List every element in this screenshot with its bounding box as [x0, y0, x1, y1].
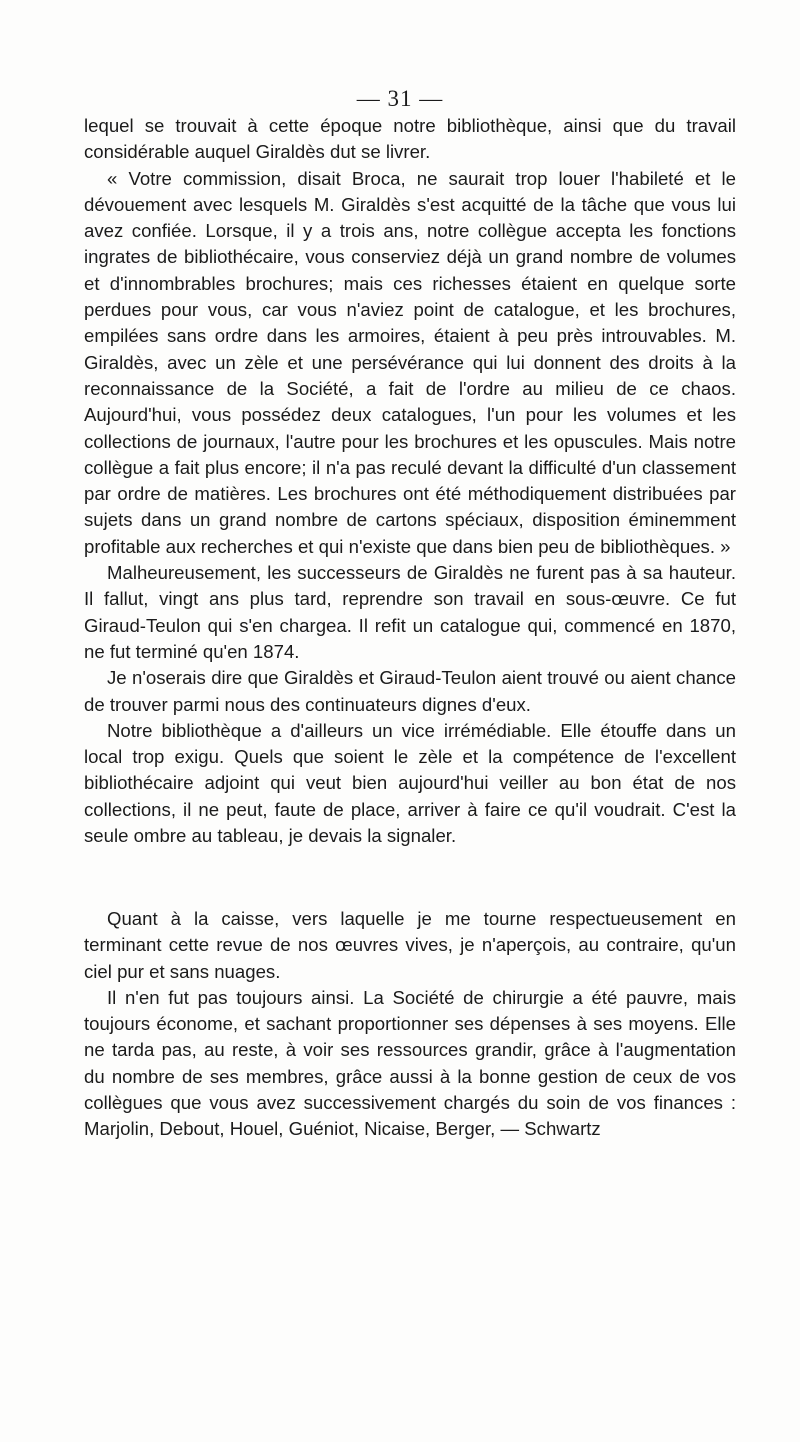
paragraph: « Votre commission, disait Broca, ne saurait trop louer l'habileté et le dévouement avec lesquels M. Giraldès s'est acquitté de la tâche que vous lui avez confiée. Lorsque, il y a trois ans, notre collègue accepta les fonctions ingrates de bibliothécaire, vous conserviez déjà un grand nombre de volumes et d'innombrables brochures; mais ces richesses étaient en quelque sorte perdues pour vous, car vous n'aviez point de catalogue, et les brochures, empilées sans ordre dans les armoires, étaient à peu près introuvables. M. Giraldès, avec un zèle et une persévérance qui lui donnent des droits à la reconnaissance de la Société, a fait de l'ordre au milieu de ce chaos. Aujourd'hui, vous possédez deux catalogues, l'un pour les volumes et les collections de journaux, l'autre pour les brochures et les opuscules. Mais notre collègue a fait plus encore; il n'a pas reculé devant la difficulté d'un classement par ordre de matières. Les brochures ont été méthodiquement distribuées par sujets dans un grand nombre de cartons spéciaux, disposition éminemment profitable aux recherches et qui n'existe que dans bien peu de bibliothèques. » — [84, 167, 736, 557]
paragraph: Il n'en fut pas toujours ainsi. La Société de chirurgie a été pauvre, mais toujours économe, et sachant proportionner ses dépenses à ses moyens. Elle ne tarda pas, au reste, à voir ses ressources grandir, grâce à l'augmentation du nombre de ses membres, grâce aussi à la bonne gestion de ceux de vos collègues que vous avez successivement chargés du soin de vos finances : Marjolin, Debout, Houel, Guéniot, Nicaise, Berger, — Schwartz — [84, 986, 736, 1140]
page-number: — 31 — — [356, 86, 444, 111]
paragraph: Je n'oserais dire que Giraldès et Giraud-Teulon aient trouvé ou aient chance de trouver parmi nous des continuateurs dignes d'eux. — [84, 667, 736, 715]
paragraph: Quant à la caisse, vers laquelle je me tourne respectueusement en terminant cette revue de nos œuvres vives, je n'aperçois, au contraire, qu'un ciel pur et sans nuages. — [84, 908, 736, 982]
paragraph: Notre bibliothèque a d'ailleurs un vice irrémédiable. Elle étouffe dans un local trop exigu. Quels que soient le zèle et la compétence de l'excellent bibliothécaire adjoint qui veut bien aujourd'hui veiller au bon état de nos collections, il ne peut, faute de place, arriver à faire ce qu'il voudrait. C'est la seule ombre au tableau, je devais la signaler. — [84, 719, 736, 847]
paragraph: Malheureusement, les successeurs de Giraldès ne furent pas à sa hauteur. Il fallut, vingt ans plus tard, reprendre son travail en sous-œuvre. Ce fut Giraud-Teulon qui s'en chargea. Il refit un catalogue qui, commencé en 1870, ne fut terminé qu'en 1874. — [84, 562, 736, 662]
paragraph: lequel se trouvait à cette époque notre bibliothèque, ainsi que du travail considérable auquel Giraldès dut se livrer. — [84, 115, 736, 163]
text-section-1 — [84, 113, 736, 849]
text-section-2 — [84, 906, 736, 1143]
